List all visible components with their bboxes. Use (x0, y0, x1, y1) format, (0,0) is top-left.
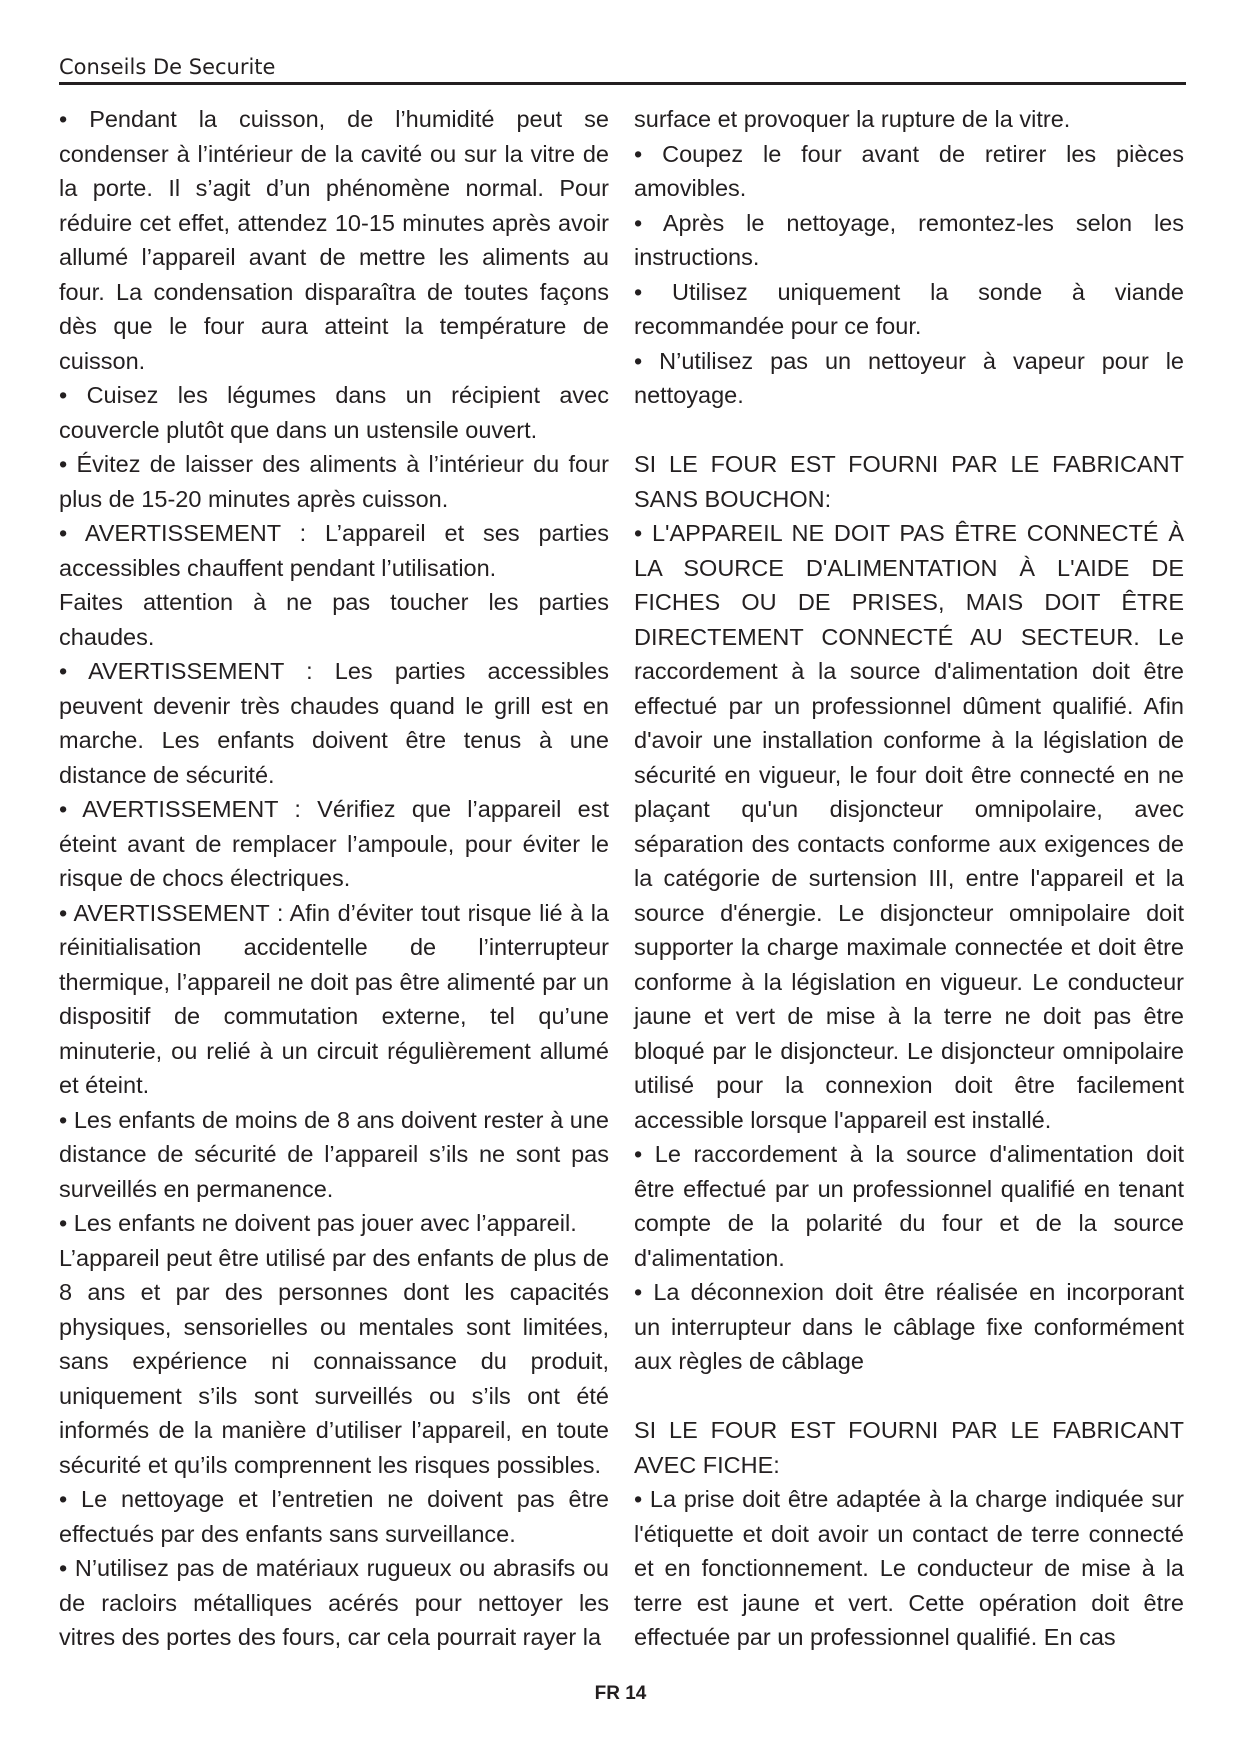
paragraph-parties-chaudes: Faites attention à ne pas toucher les parties chaudes. (59, 589, 609, 650)
paragraph-enfants-jouer: • Les enfants ne doivent pas jouer avec l’appareil. (59, 1210, 577, 1236)
paragraph-avertissement-ampoule: • AVERTISSEMENT : Vérifiez que l’appareil est éteint avant de remplacer l’ampoule, pour éviter le risque de chocs électriques. (59, 796, 609, 891)
header-rule (59, 82, 1186, 85)
paragraph-connexion-secteur: • L'APPAREIL NE DOIT PAS ÊTRE CONNECTÉ À LA SOURCE D'ALIMENTATION À L'AIDE DE FICHES OU DE PRISES, MAIS DOIT ÊTRE DIRECTEMENT CONNECTÉ AU SECTEUR. Le raccordement à la source d'alimentation doit être effectué par un professionnel dûment qualifié. Afin d'avoir une installation conforme à la législation de sécurité en vigueur, le four doit être connecté en ne plaçant qu'un disjoncteur omnipolaire, avec séparation des contacts conforme aux exigences de la catégorie de surtension III, entre l'appareil et la source d'énergie. Le disjoncteur omnipolaire doit supporter la charge maximale connectée et doit être conforme à la législation en vigueur. Le conducteur jaune et vert de mise à la terre ne doit pas être bloqué par le disjoncteur. Le disjoncteur omnipolaire utilisé pour la connexion doit être facilement accessible lorsque l'appareil est installé. (634, 520, 1184, 1133)
paragraph-polarite: • Le raccordement à la source d'alimentation doit être effectué par un professionnel qualifié en tenant compte de la polarité du four et de la source d'alimentation. (634, 1141, 1184, 1271)
paragraph-nettoyeur-vapeur: • N’utilisez pas un nettoyeur à vapeur pour le nettoyage. (634, 347, 1184, 408)
paragraph-aliments-four: • Évitez de laisser des aliments à l’intérieur du four plus de 15-20 minutes après cuisson. (59, 451, 609, 512)
paragraph-avertissement-grill: • AVERTISSEMENT : Les parties accessibles peuvent devenir très chaudes quand le grill est en marche. Les enfants doivent être tenus à une distance de sécurité. (59, 658, 609, 788)
heading-sans-bouchon: SI LE FOUR EST FOURNI PAR LE FABRICANT SANS BOUCHON: (634, 451, 1184, 512)
paragraph-avertissement-interrupteur: • AVERTISSEMENT : Afin d’éviter tout risque lié à la réinitialisation accidentelle de l’interrupteur thermique, l’appareil ne doit pas être alimenté par un dispositif de commutation externe, tel qu’une minuterie, ou relié à un circuit régulièrement allumé et éteint. (59, 899, 609, 1098)
paragraph-condensation: • Pendant la cuisson, de l’humidité peut se condenser à l’intérieur de la cavité ou sur la vitre de la porte. Il s’agit d’un phénomène normal. Pour réduire cet effet, attendez 10-15 minutes après avoir allumé l’appareil avant de mettre les aliments au four. La condensation disparaîtra de toutes façons dès que le four aura atteint la température de cuisson. (59, 106, 609, 374)
page-header (59, 54, 1186, 85)
paragraph-nettoyage-enfants: • Le nettoyage et l’entretien ne doivent pas être effectués par des enfants sans surveillance. (59, 1486, 609, 1547)
paragraph-enfants-8-ans: • Les enfants de moins de 8 ans doivent rester à une distance de sécurité de l’appareil s’ils ne sont pas surveillés en permanence. (59, 1106, 609, 1202)
paragraph-materiaux-abrasifs: • N’utilisez pas de matériaux rugueux ou abrasifs ou de racloirs métalliques acérés pour nettoyer les vitres des portes des fours, car cela pourrait rayer la (59, 1555, 609, 1650)
heading-avec-fiche: SI LE FOUR EST FOURNI PAR LE FABRICANT AVEC FICHE: (634, 1417, 1184, 1478)
paragraph-prise-charge: • La prise doit être adaptée à la charge indiquée sur l'étiquette et doit avoir un contact de terre connecté et en fonctionnement. Le conducteur de mise à la terre est jaune et vert. Cette opération doit être effectuée par un professionnel qualifié. En cas (634, 1486, 1184, 1650)
header-title: Conseils De Securite (59, 55, 276, 79)
paragraph-cuisson-legumes: • Cuisez les légumes dans un récipient avec couvercle plutôt que dans un ustensile ouvert. (59, 382, 609, 443)
paragraph-deconnexion: • La déconnexion doit être réalisée en incorporant un interrupteur dans le câblage fixe conformément aux règles de câblage (634, 1279, 1184, 1374)
left-column (59, 102, 609, 1655)
page-number: FR 14 (594, 1683, 647, 1704)
right-column (634, 102, 1184, 1655)
paragraph-pieces-amovibles: • Coupez le four avant de retirer les pièces amovibles. (634, 140, 1184, 201)
paragraph-remontage: • Après le nettoyage, remontez-les selon les instructions. (634, 209, 1184, 270)
paragraph-rupture-vitre: surface et provoquer la rupture de la vitre. (634, 106, 1071, 132)
section-spacer (634, 413, 1184, 448)
paragraph-avertissement-chauffe: • AVERTISSEMENT : L’appareil et ses parties accessibles chauffent pendant l’utilisation. (59, 520, 609, 581)
paragraph-sonde-viande: • Utilisez uniquement la sonde à viande recommandée pour ce four. (634, 278, 1184, 339)
section-spacer (634, 1379, 1184, 1414)
paragraph-utilisation-personnes: L’appareil peut être utilisé par des enfants de plus de 8 ans et par des personnes dont les capacités physiques, sensorielles ou mentales sont limitées, sans expérience ni connaissance du produit, uniquement s’ils sont surveillés ou s’ils ont été informés de la manière d’utiliser l’appareil, en toute sécurité et qu’ils comprennent les risques possibles. (59, 1244, 610, 1478)
